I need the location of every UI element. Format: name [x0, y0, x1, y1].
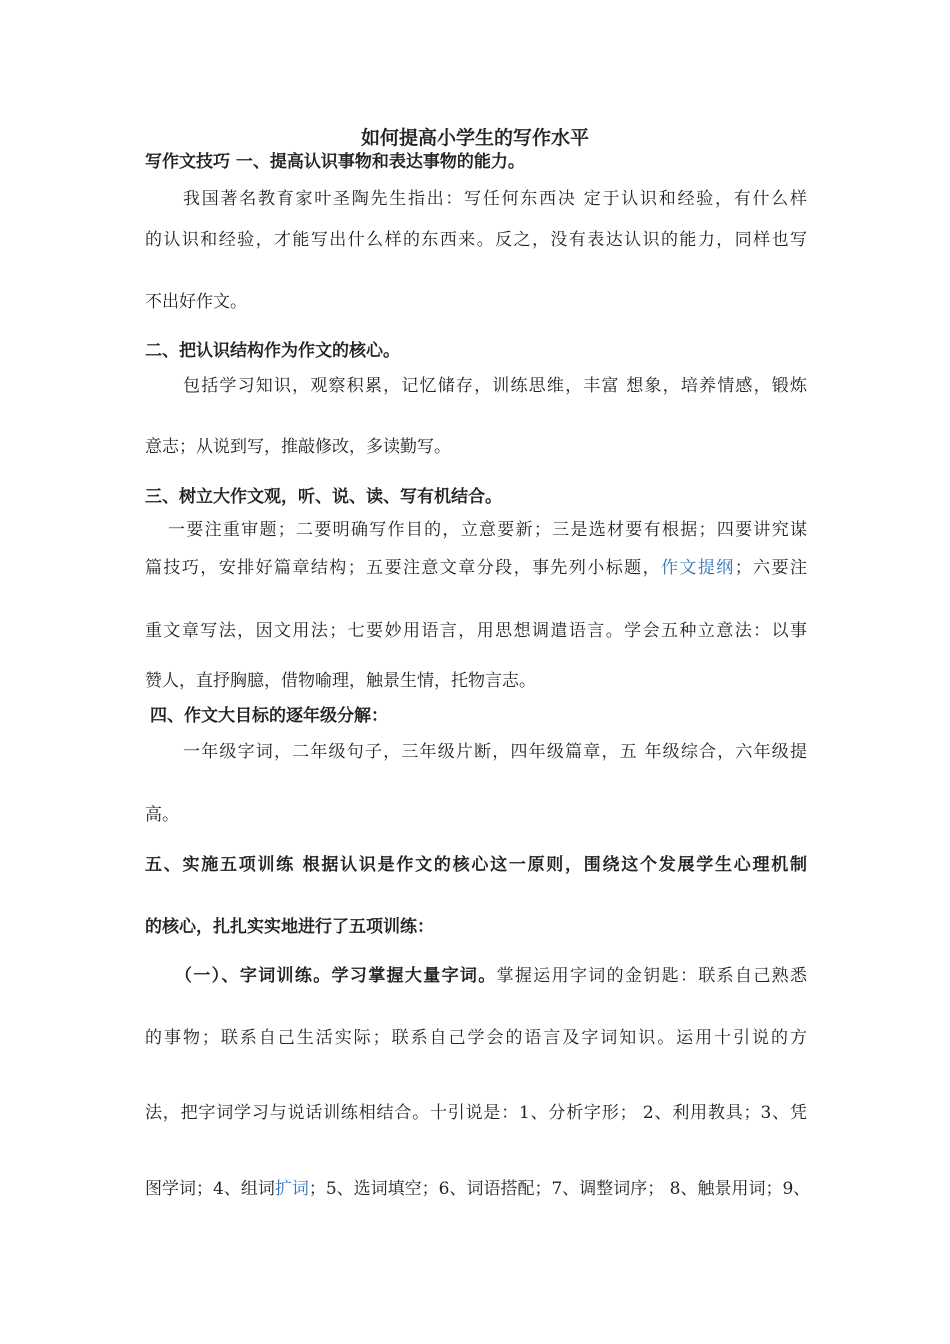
section-3-line-2-text-a: 篇技巧，安排好篇章结构；五要注意文章分段，事先列小标题，: [145, 558, 661, 578]
section-1-line-2: 的认识和经验，才能写出什么样的东西来。反之，没有表达认识的能力，同样也写: [145, 230, 807, 250]
section-3-line-3: 重文章写法，因文用法；七要妙用语言，用思想调遣语言。学会五种立意法：以事: [145, 621, 807, 641]
document-title: 如何提高小学生的写作水平: [360, 127, 589, 149]
section-5-sub-1-line-3: 法，把字词学习与说话训练相结合。十引说是：1、分析字形； 2、利用教具；3、凭: [145, 1103, 807, 1123]
section-4-heading: 四、作文大目标的逐年级分解：: [150, 706, 388, 726]
section-5-heading-line-2: 的核心，扎扎实实地进行了五项训练：: [145, 917, 434, 937]
section-5-sub-1-line-2: 的事物；联系自己生活实际；联系自己学会的语言及字词知识。运用十引说的方: [145, 1028, 807, 1048]
section-5-line-4-text-b: ；5、选词填空；6、词语搭配；7、调整词序； 8、触景用词；9、: [308, 1179, 811, 1199]
section-4-line-2: 高。: [145, 805, 179, 825]
section-1-line-3: 不出好作文。: [145, 292, 247, 312]
essay-outline-link[interactable]: 作文提纲: [661, 558, 735, 578]
section-5-line-4-text-a: 图学词；4、组词: [145, 1179, 275, 1199]
section-3-line-2-text-b: ；六要注: [734, 558, 808, 578]
section-3-line-1: 一要注重审题；二要明确写作目的，立意要新；三是选材要有根据；四要讲究谋: [168, 520, 807, 540]
section-3-line-4: 赞人，直抒胸臆，借物喻理，触景生情，托物言志。: [145, 671, 536, 691]
word-training-heading: （一）、字词训练。学习掌握大量字词。: [175, 966, 497, 986]
section-2-line-2: 意志；从说到写，推敲修改，多读勤写。: [145, 437, 451, 457]
section-4-line-1: 一年级字词，二年级句子，三年级片断，四年级篇章，五 年级综合，六年级提: [183, 742, 807, 762]
word-expansion-link[interactable]: 扩词: [274, 1179, 309, 1199]
section-5-sub-1-line-1: [175, 964, 807, 988]
section-1-heading: 写作文技巧 一、提高认识事物和表达事物的能力。: [145, 152, 525, 172]
section-1-line-1: 我国著名教育家叶圣陶先生指出：写任何东西决 定于认识和经验，有什么样: [183, 189, 807, 209]
section-3-line-2: [145, 556, 807, 580]
section-5-heading-line-1: 五、实施五项训练 根据认识是作文的核心这一原则，围绕这个发展学生心理机制: [145, 855, 807, 875]
section-5-sub-1-line-4: [145, 1177, 811, 1201]
word-training-text: 掌握运用字词的金钥匙：联系自己熟悉: [496, 966, 808, 986]
section-2-heading: 二、把认识结构作为作文的核心。: [145, 341, 400, 361]
section-2-line-1: 包括学习知识，观察积累，记忆储存，训练思维，丰富 想象，培养情感，锻炼: [183, 376, 807, 396]
section-3-heading: 三、树立大作文观，听、说、读、写有机结合。: [145, 487, 502, 507]
